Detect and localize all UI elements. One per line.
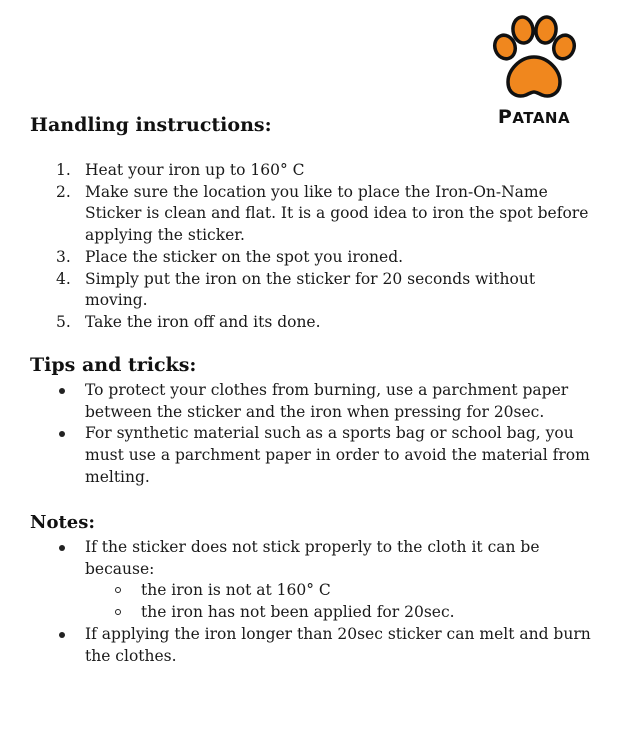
bullet-icon [59, 431, 65, 437]
step-number: 5. [56, 312, 71, 331]
step-text: Heat your iron up to 160° C [85, 161, 305, 179]
list-item [56, 312, 596, 334]
sub-list-item [115, 602, 621, 624]
step-text: Simply put the iron on the sticker for 20 seconds without moving. [85, 269, 536, 310]
bullet-icon [59, 545, 65, 551]
notes-sub-list [115, 580, 621, 623]
sub-list-item [115, 580, 621, 602]
hollow-bullet-icon [115, 609, 121, 615]
note-text: If applying the iron longer than 20sec sticker can melt and burn the clothes. [85, 624, 591, 665]
tips-list [56, 380, 596, 489]
step-text: Place the sticker on the spot you ironed. [85, 247, 404, 266]
list-item [56, 423, 596, 488]
notes-heading: Notes: [30, 512, 96, 533]
tip-text: To protect your clothes from burning, use a parchment paper between the sticker and the iron when pressing for 20sec. [85, 381, 569, 421]
patana-logo [484, 12, 584, 132]
logo-brand-text: PATANA [497, 106, 571, 128]
list-item [56, 160, 596, 182]
hollow-bullet-icon [115, 587, 121, 593]
handling-steps-list [56, 160, 596, 334]
tip-text: For synthetic material such as a sports bag or school bag, you must use a parchment paper in order to avoid the material from melting. [85, 424, 590, 486]
bullet-icon [59, 388, 65, 394]
tips-heading: Tips and tricks: [30, 354, 197, 376]
step-number: 4. [56, 269, 71, 288]
notes-list [56, 537, 596, 667]
list-item [56, 182, 596, 247]
paw-icon [488, 12, 580, 104]
step-number: 1. [56, 161, 71, 179]
list-item [56, 537, 596, 624]
list-item [56, 624, 596, 667]
note-text: If the sticker does not stick properly to the cloth it can be because: [85, 538, 540, 578]
step-number: 3. [56, 247, 71, 266]
step-number: 2. [56, 182, 71, 201]
list-item [56, 380, 596, 423]
list-item [56, 247, 596, 269]
list-item [56, 269, 596, 312]
sub-note-text: the iron is not at 160° C [141, 581, 331, 600]
bullet-icon [59, 632, 65, 638]
handling-heading: Handling instructions: [30, 114, 272, 136]
step-text: Make sure the location you like to place the Iron-On-Name Sticker is clean and flat. It is a good idea to iron the spot before applying the sticker. [85, 182, 589, 245]
sub-note-text: the iron has not been applied for 20sec. [141, 603, 455, 622]
step-text: Take the iron off and its done. [85, 312, 321, 331]
